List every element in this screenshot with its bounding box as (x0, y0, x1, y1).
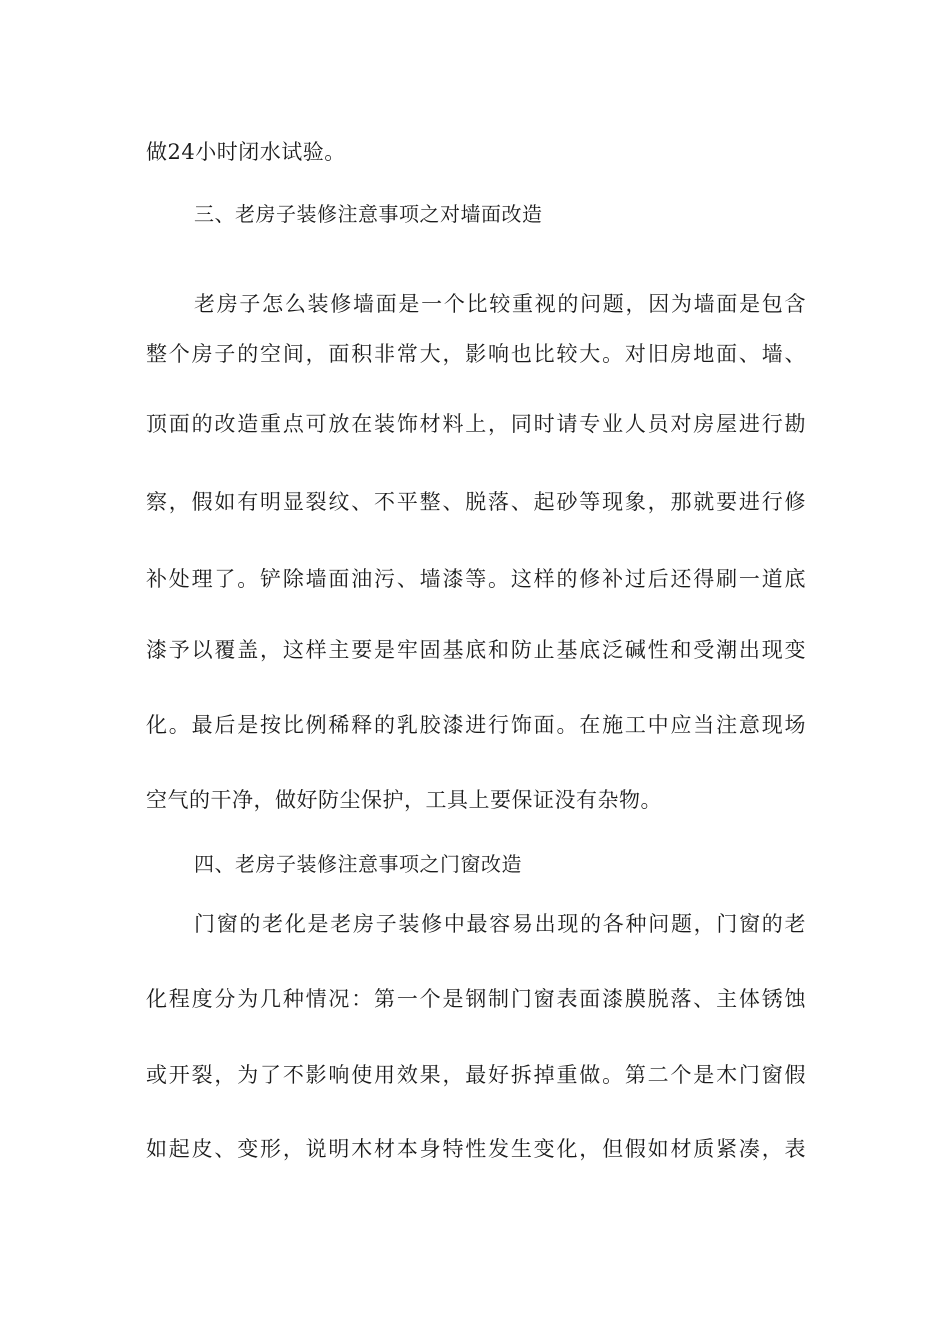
paragraph-line: 门窗的老化是老房子装修中最容易出现的各种问题，门窗的老 (194, 912, 806, 936)
paragraph-line: 顶面的改造重点可放在装饰材料上，同时请专业人员对房屋进行勘 (146, 412, 806, 436)
paragraph-line: 如起皮、变形，说明木材本身特性发生变化，但假如材质紧凑，表 (146, 1137, 806, 1161)
section-heading-wall: 三、老房子装修注意事项之对墙面改造 (194, 202, 543, 226)
paragraph-line: 化。最后是按比例稀释的乳胶漆进行饰面。在施工中应当注意现场 (146, 713, 806, 737)
paragraph-line: 漆予以覆盖，这样主要是牢固基底和防止基底泛碱性和受潮出现变 (146, 638, 806, 662)
paragraph-line: 化程度分为几种情况：第一个是钢制门窗表面漆膜脱落、主体锈蚀 (146, 987, 806, 1011)
paragraph-line: 整个房子的空间，面积非常大，影响也比较大。对旧房地面、墙、 (146, 342, 806, 366)
paragraph-line: 补处理了。铲除墙面油污、墙漆等。这样的修补过后还得刷一道底 (146, 567, 806, 591)
paragraph-line: 或开裂，为了不影响使用效果，最好拆掉重做。第二个是木门窗假 (146, 1063, 806, 1087)
section-heading-doors-windows: 四、老房子装修注意事项之门窗改造 (194, 852, 522, 876)
paragraph-line: 老房子怎么装修墙面是一个比较重视的问题，因为墙面是包含 (194, 292, 806, 316)
paragraph-line: 做24小时闭水试验。 (146, 140, 346, 164)
paragraph-line: 察，假如有明显裂纹、不平整、脱落、起砂等现象，那就要进行修 (146, 490, 806, 514)
paragraph-line: 空气的干净，做好防尘保护，工具上要保证没有杂物。 (146, 788, 662, 812)
